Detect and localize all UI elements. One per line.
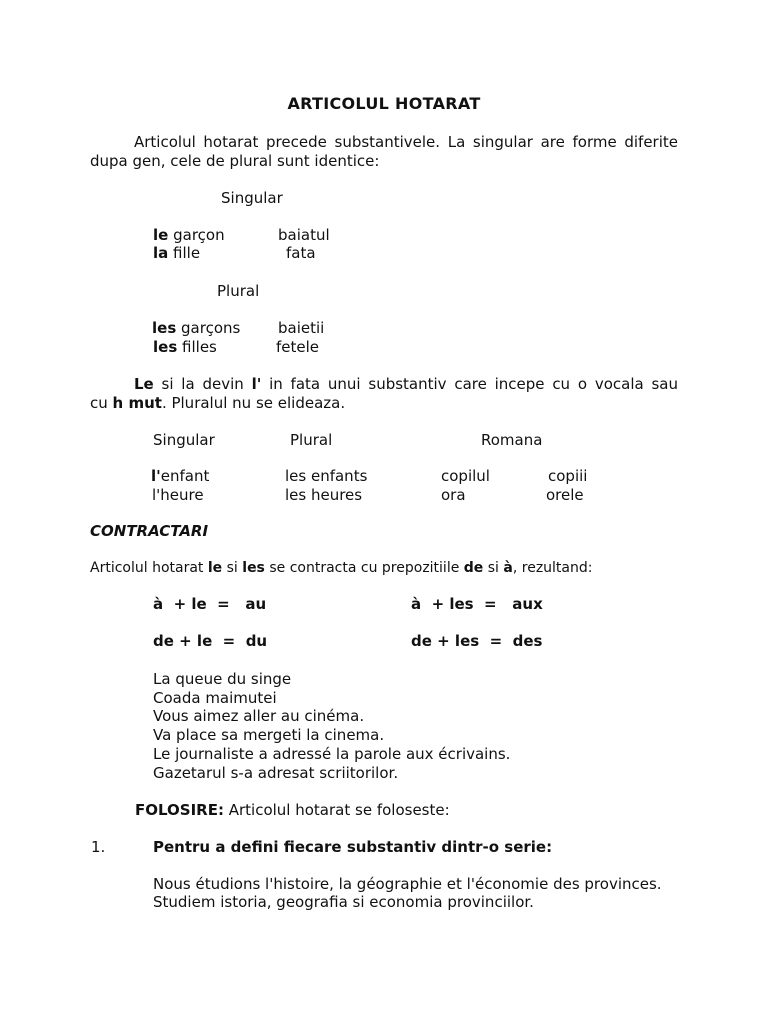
ci-t4: si: [487, 560, 499, 576]
intro-line-1: Articolul hotarat precede substantivele. La singular are forme diferite: [134, 133, 678, 151]
elision-l: l': [251, 375, 262, 393]
article-le: le: [153, 226, 169, 244]
translation-baiatul: baiatul: [278, 226, 330, 244]
elision-le: Le: [134, 375, 154, 393]
page-title: ARTICOLUL HOTARAT: [287, 94, 481, 113]
table-header-romana: Romana: [481, 431, 543, 449]
ci-b3: de: [463, 560, 484, 576]
usage-number: 1.: [91, 838, 106, 856]
noun-garcons: garçons: [181, 319, 241, 337]
example-line: Gazetarul s-a adresat scriitorilor.: [153, 764, 399, 782]
singular-row-la: [153, 244, 200, 263]
usage-heading: Pentru a defini fiecare substantiv dintr-o serie:: [153, 838, 553, 856]
singular-row-le: [153, 226, 225, 245]
table-cell-les-enfants: les enfants: [285, 467, 368, 485]
example-line: Coada maimutei: [153, 689, 277, 707]
ci-t1: Articolul hotarat: [90, 560, 204, 576]
translation-baietii: baietii: [278, 319, 325, 337]
elision-l-bold: l': [151, 467, 161, 485]
translation-fetele: fetele: [276, 338, 320, 356]
elision-line-2: [90, 394, 345, 413]
elision-cu: cu: [90, 394, 108, 412]
table-cell-les-heures: les heures: [285, 486, 363, 504]
folosire-line: [135, 801, 450, 820]
elision-text-2: in fata unui substantiv care incepe cu o vocala sau: [269, 375, 678, 393]
table-cell-copiii: copiii: [548, 467, 588, 485]
singular-heading: Singular: [221, 189, 283, 207]
contractari-heading: CONTRACTARI: [90, 522, 209, 540]
noun-garcon: garçon: [173, 226, 225, 244]
intro-line-2: dupa gen, cele de plural sunt identice:: [90, 152, 380, 170]
table-cell-ora: ora: [441, 486, 466, 504]
table-header-plural: Plural: [290, 431, 333, 449]
article-la: la: [153, 244, 169, 262]
translation-fata: fata: [286, 244, 316, 262]
ci-b1: le: [207, 560, 223, 576]
elision-h-mut: h mut: [112, 394, 162, 412]
ci-b4: à: [503, 560, 513, 576]
example-line: Va place sa mergeti la cinema.: [153, 726, 385, 744]
rule-de-les: de + les = des: [411, 632, 543, 650]
noun-fille: fille: [173, 244, 201, 262]
noun-filles: filles: [182, 338, 217, 356]
plural-heading: Plural: [217, 282, 260, 300]
elision-text-1: si la devin: [161, 375, 244, 393]
rule-a-le: à + le = au: [153, 595, 267, 613]
ci-t5: , rezultand:: [512, 560, 593, 576]
folosire-label: FOLOSIRE:: [135, 801, 224, 819]
article-les: les: [153, 338, 178, 356]
table-cell-lheure: l'heure: [152, 486, 204, 504]
usage-example-fr: Nous étudions l'histoire, la géographie et l'économie des provinces.: [153, 875, 662, 893]
ci-b2: les: [242, 560, 265, 576]
article-les: les: [152, 319, 177, 337]
example-line: Vous aimez aller au cinéma.: [153, 707, 365, 725]
rule-a-les: à + les = aux: [411, 595, 543, 613]
contractari-intro: [90, 559, 592, 578]
table-cell-copilul: copilul: [441, 467, 490, 485]
ci-t3: se contracta cu prepozitiile: [269, 560, 460, 576]
elision-text-3: . Pluralul nu se elideaza.: [161, 394, 346, 412]
ci-t2: si: [226, 560, 238, 576]
table-header-singular: Singular: [153, 431, 215, 449]
table-cell-lenfant: [151, 467, 209, 486]
example-line: La queue du singe: [153, 670, 292, 688]
table-cell-orele: orele: [546, 486, 584, 504]
elision-line-1: [90, 375, 678, 394]
plural-row-garcons: [152, 319, 240, 338]
rule-de-le: de + le = du: [153, 632, 268, 650]
noun-enfant: enfant: [160, 467, 210, 485]
plural-row-filles: [153, 338, 217, 357]
folosire-text: Articolul hotarat se foloseste:: [228, 801, 450, 819]
example-line: Le journaliste a adressé la parole aux écrivains.: [153, 745, 511, 763]
usage-example-ro: Studiem istoria, geografia si economia provinciilor.: [153, 893, 534, 911]
